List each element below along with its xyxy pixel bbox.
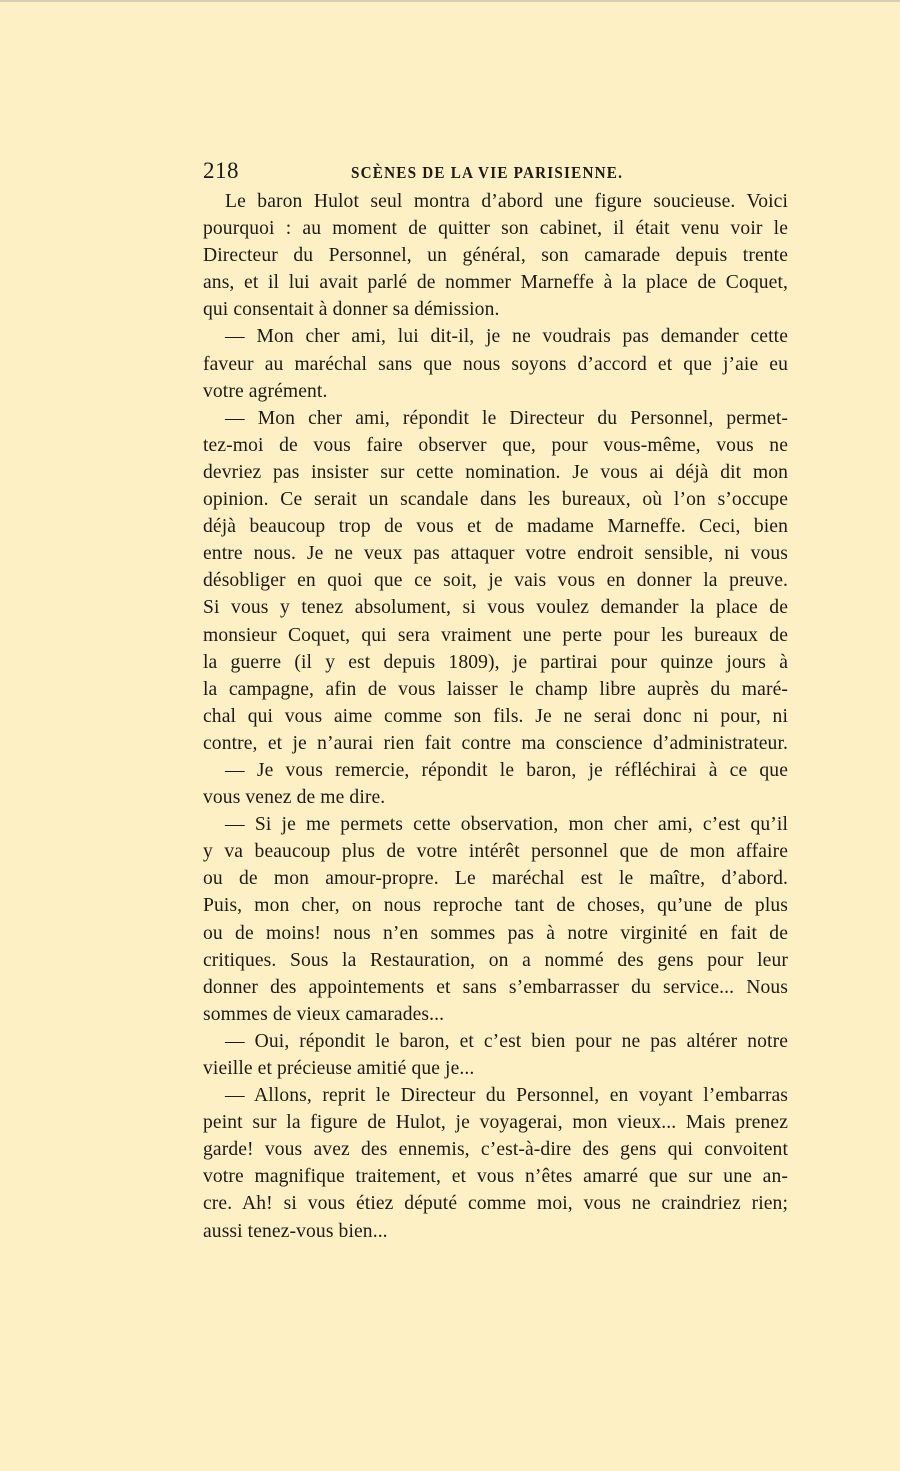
text-line: désobliger en quoi que ce soit, je vais vous en donner la preuve. (203, 570, 788, 592)
book-page (203, 158, 788, 1245)
text-line: ou de moins! nous n’en sommes pas à notre virginité en fait de (203, 922, 788, 944)
text-line: Puis, mon cher, on nous reproche tant de choses, qu’une de plus (203, 895, 788, 917)
body-text (203, 188, 788, 1245)
text-line: aussi tenez-vous bien... (203, 1220, 388, 1242)
text-line: Le baron Hulot seul montra d’abord une figure soucieuse. Voici (225, 191, 788, 212)
text-line: ans, et il lui avait parlé de nommer Marneffe à la place de Coquet, (203, 272, 788, 294)
text-line: — Si je me permets cette observation, mon cher ami, c’est qu’il (225, 814, 788, 836)
text-line: — Allons, reprit le Directeur du Personnel, en voyant l’embarras (225, 1085, 788, 1107)
text-line: faveur au maréchal sans que nous soyons d’accord et que j’aie eu (203, 353, 788, 375)
text-line: — Je vous remercie, répondit le baron, je réfléchirai à ce que (225, 759, 788, 781)
text-line: Directeur du Personnel, un général, son camarade depuis trente (203, 245, 788, 267)
text-line: qui consentait à donner sa démission. (203, 299, 500, 321)
text-line: votre agrément. (203, 380, 328, 402)
text-line: peint sur la figure de Hulot, je voyagerai, mon vieux... Mais prenez (203, 1112, 788, 1134)
text-line: critiques. Sous la Restauration, on a nommé des gens pour leur (203, 949, 788, 971)
text-line: vieille et précieuse amitié que je... (203, 1058, 475, 1079)
text-line: y va beaucoup plus de votre intérêt personnel que de mon affaire (203, 841, 788, 863)
text-line: devriez pas insister sur cette nomination. Je vous ai déjà dit mon (203, 461, 788, 483)
text-line: — Mon cher ami, lui dit-il, je ne voudrais pas demander cette (225, 326, 788, 348)
text-line: vous venez de me dire. (203, 787, 386, 809)
text-line: entre nous. Je ne veux pas attaquer votre endroit sensible, ni vous (203, 543, 788, 565)
text-line: — Oui, répondit le baron, et c’est bien pour ne pas altérer notre (225, 1030, 788, 1052)
page-header (203, 158, 788, 186)
text-line: monsieur Coquet, qui sera vraiment une perte pour les bureaux de (203, 624, 788, 646)
text-line: votre magnifique traitement, et vous n’êtes amarré que sur une an- (203, 1166, 788, 1188)
page-number: 218 (203, 158, 239, 183)
text-line: tez-moi de vous faire observer que, pour vous-même, vous ne (203, 434, 788, 456)
text-line: la guerre (il y est depuis 1809), je partirai pour quinze jours à (203, 651, 788, 673)
text-line: donner des appointements et sans s’embarrasser du service... Nous (203, 976, 788, 998)
text-line: — Mon cher ami, répondit le Directeur du Personnel, permet- (225, 407, 788, 429)
text-line: garde! vous avez des ennemis, c’est-à-dire des gens qui convoitent (203, 1139, 788, 1161)
text-line: Si vous y tenez absolument, si vous voulez demander la place de (203, 597, 788, 619)
text-line: la campagne, afin de vous laisser le champ libre auprès du maré- (203, 678, 788, 700)
scan-top-edge (0, 0, 900, 2)
text-line: sommes de vieux camarades... (203, 1003, 445, 1025)
text-line: déjà beaucoup trop de vous et de madame Marneffe. Ceci, bien (203, 516, 788, 538)
text-line: contre, et je n’aurai rien fait contre ma conscience d’administrateur. (203, 732, 788, 754)
text-line: ou de mon amour-propre. Le maréchal est le maître, d’abord. (203, 868, 788, 890)
text-line: pourquoi : au moment de quitter son cabinet, il était venu voir le (203, 218, 788, 240)
text-line: chal qui vous aime comme son fils. Je ne serai donc ni pour, ni (203, 705, 788, 727)
text-line: opinion. Ce serait un scandale dans les bureaux, où l’on s’occupe (203, 489, 788, 511)
text-line: cre. Ah! si vous étiez député comme moi, vous ne craindriez rien; (203, 1193, 788, 1215)
running-title: SCÈNES DE LA VIE PARISIENNE. (351, 163, 624, 182)
